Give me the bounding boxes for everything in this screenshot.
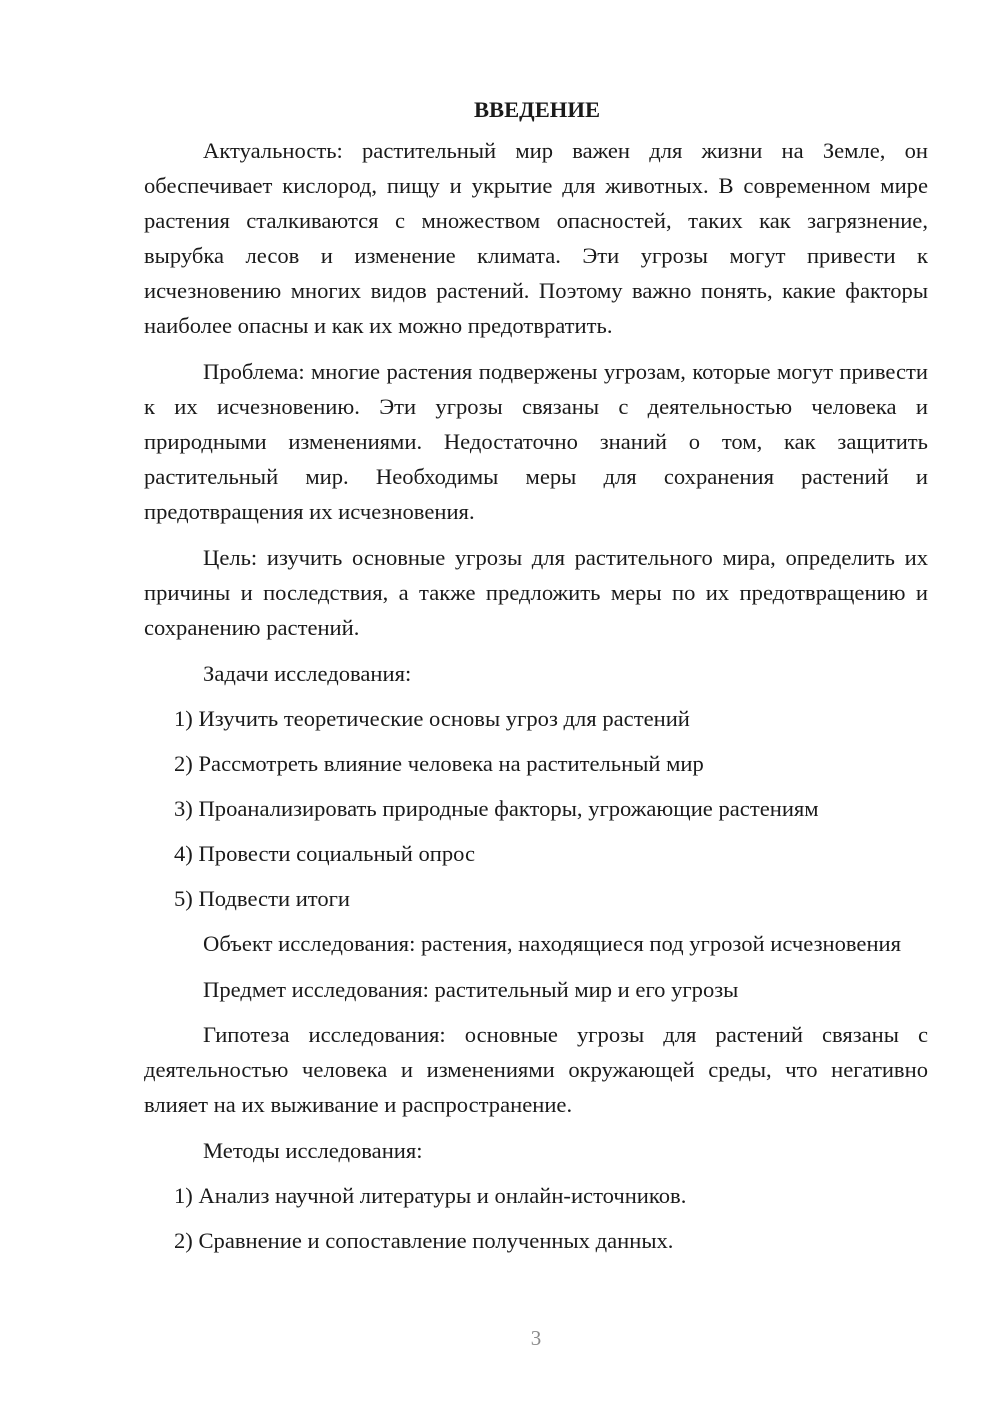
object-paragraph: Объект исследования: растения, находящиеся под угрозой исчезновения	[203, 931, 902, 956]
page-number: 3	[530, 1326, 542, 1350]
document-page	[144, 92, 928, 1268]
task-item: 5) Подвести итоги	[174, 886, 351, 911]
task-item: 1) Изучить теоретические основы угроз для растений	[174, 706, 690, 731]
methods-title: Методы исследования:	[203, 1138, 423, 1163]
relevance-paragraph: Актуальность: растительный мир важен для жизни на Земле, он обеспечивает кислород, пищу и укрытие для животных. В современном мире растения сталкиваются с множеством опасностей, таких как загрязнение, вырубка лесов и изменение климата. Эти угрозы могут привести к исчезновению многих видов растений. Поэтому важно понять, какие факторы наиболее опасны и как их можно предотвратить.	[144, 138, 928, 338]
task-item: 2) Рассмотреть влияние человека на растительный мир	[174, 751, 704, 776]
task-item: 3) Проанализировать природные факторы, угрожающие растениям	[174, 796, 819, 821]
subject-paragraph: Предмет исследования: растительный мир и его угрозы	[203, 977, 739, 1002]
task-item: 4) Провести социальный опрос	[174, 841, 476, 866]
method-item: 1) Анализ научной литературы и онлайн-источников.	[174, 1183, 687, 1208]
hypothesis-paragraph: Гипотеза исследования: основные угрозы для растений связаны с деятельностью человека и изменениями окружающей среды, что негативно влияет на их выживание и распространение.	[144, 1022, 928, 1117]
tasks-title: Задачи исследования:	[203, 661, 412, 686]
section-heading: ВВЕДЕНИЕ	[473, 97, 601, 122]
problem-paragraph: Проблема: многие растения подвержены угрозам, которые могут привести к их исчезновению. Эти угрозы связаны с деятельностью человека и природными изменениями. Недостаточно знаний о том, как защитить растительный мир. Необходимы меры для сохранения растений и предотвращения их исчезновения.	[144, 359, 928, 524]
method-item: 2) Сравнение и сопоставление полученных данных.	[174, 1228, 674, 1253]
goal-paragraph: Цель: изучить основные угрозы для растительного мира, определить их причины и последствия, а также предложить меры по их предотвращению и сохранению растений.	[144, 545, 928, 640]
